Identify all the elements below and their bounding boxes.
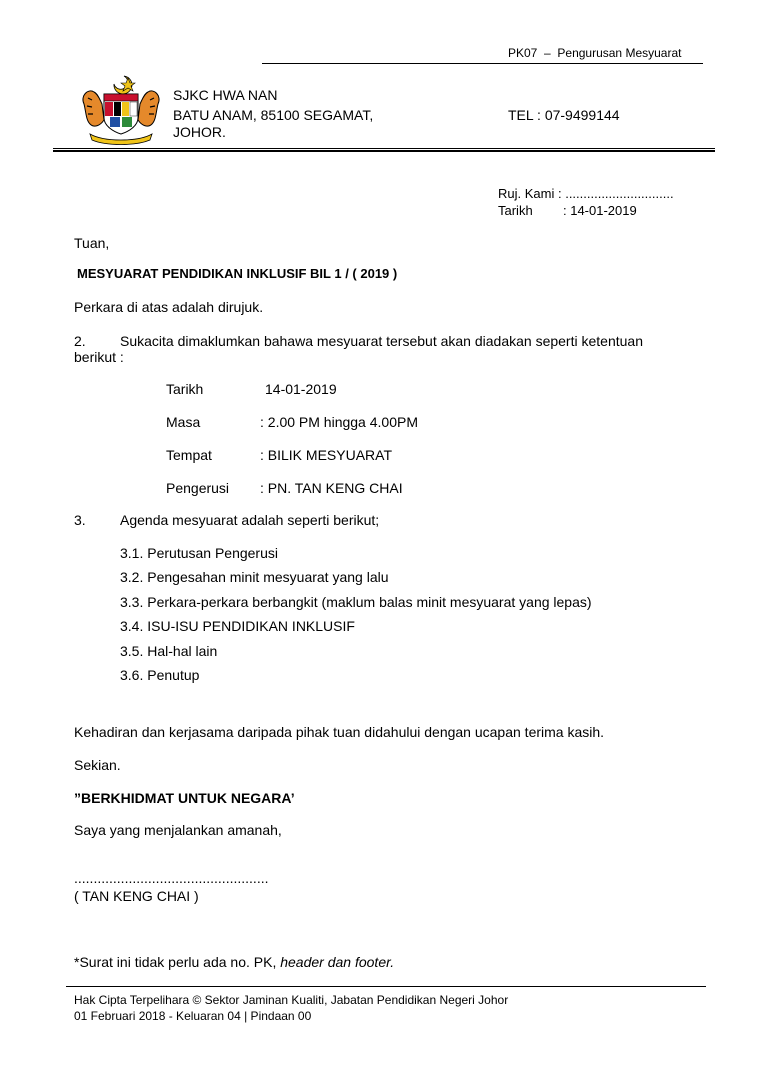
footer-rule — [66, 986, 706, 987]
form-title: Pengurusan Mesyuarat — [557, 46, 682, 60]
agenda-item: 3.1. Perutusan Pengerusi — [120, 545, 278, 561]
reference-tarikh-value: : 14-01-2019 — [563, 203, 637, 218]
ruj-label: Ruj. Kami : — [498, 186, 562, 201]
agenda-item: 3.2. Pengesahan minit mesyuarat yang lalu — [120, 569, 389, 585]
footnote-text: *Surat ini tidak perlu ada no. PK, — [74, 954, 281, 970]
reference-ruj — [498, 186, 674, 201]
para2-line2: berikut : — [74, 349, 124, 365]
form-code-header — [508, 46, 681, 60]
detail-value: : BILIK MESYUARAT — [260, 447, 392, 463]
agenda-item: 3.3. Perkara-perkara berbangkit (maklum balas minit mesyuarat yang lepas) — [120, 594, 592, 610]
footer-copyright: Hak Cipta Terpelihara © Sektor Jaminan Kualiti, Jabatan Pendidikan Negeri Johor — [74, 993, 509, 1007]
detail-value: 14-01-2019 — [265, 381, 337, 397]
motto-text: ”BERKHIDMAT UNTUK NEGARA’ — [74, 790, 295, 806]
form-code-dash: – — [544, 46, 551, 60]
agenda-item: 3.5. Hal-hal lain — [120, 643, 218, 659]
para2-line1: Sukacita dimaklumkan bahawa mesyuarat tersebut akan diadakan seperti ketentuan — [120, 333, 643, 349]
letterhead-rule-thick — [53, 150, 715, 152]
detail-label: Tarikh — [166, 381, 204, 397]
detail-value: : PN. TAN KENG CHAI — [260, 480, 403, 496]
school-address-line2: JOHOR. — [173, 124, 226, 140]
footnote-italic: header dan footer. — [280, 954, 395, 970]
para3-number: 3. — [74, 512, 86, 528]
school-name: SJKC HWA NAN — [173, 87, 278, 103]
detail-value: : 2.00 PM hingga 4.00PM — [260, 414, 418, 430]
footnote — [74, 954, 394, 970]
form-code: PK07 — [508, 46, 538, 60]
reference-tarikh-label: Tarikh — [498, 203, 533, 218]
agenda-item: 3.6. Penutup — [120, 667, 200, 683]
salutation: Tuan, — [74, 235, 110, 251]
trust-statement: Saya yang menjalankan amanah, — [74, 822, 282, 838]
closing-paragraph: Kehadiran dan kerjasama daripada pihak tuan didahului dengan ucapan terima kasih. — [74, 724, 605, 740]
para3-text: Agenda mesyuarat adalah seperti berikut; — [120, 512, 380, 528]
para2-number: 2. — [74, 333, 86, 349]
detail-label: Tempat — [166, 447, 212, 463]
top-header-rule — [262, 63, 703, 64]
signatory-name: ( TAN KENG CHAI ) — [74, 888, 199, 904]
sekian-text: Sekian. — [74, 757, 121, 773]
detail-label: Masa — [166, 414, 201, 430]
letterhead-rule-thin — [53, 148, 715, 149]
letter-subject: MESYUARAT PENDIDIKAN INKLUSIF BIL 1 / ( 2019 ) — [77, 266, 398, 281]
ruj-value: .............................. — [565, 186, 674, 201]
detail-label: Pengerusi — [166, 480, 230, 496]
signature-line: .................................................. — [74, 870, 269, 886]
school-address-line1: BATU ANAM, 85100 SEGAMAT, — [173, 107, 374, 123]
intro-paragraph: Perkara di atas adalah dirujuk. — [74, 299, 264, 315]
footer-edition: 01 Februari 2018 - Keluaran 04 | Pindaan 00 — [74, 1009, 312, 1023]
agenda-item: 3.4. ISU-ISU PENDIDIKAN INKLUSIF — [120, 618, 355, 634]
school-telephone: TEL : 07-9499144 — [508, 107, 620, 123]
coat-of-arms-icon — [76, 74, 166, 146]
